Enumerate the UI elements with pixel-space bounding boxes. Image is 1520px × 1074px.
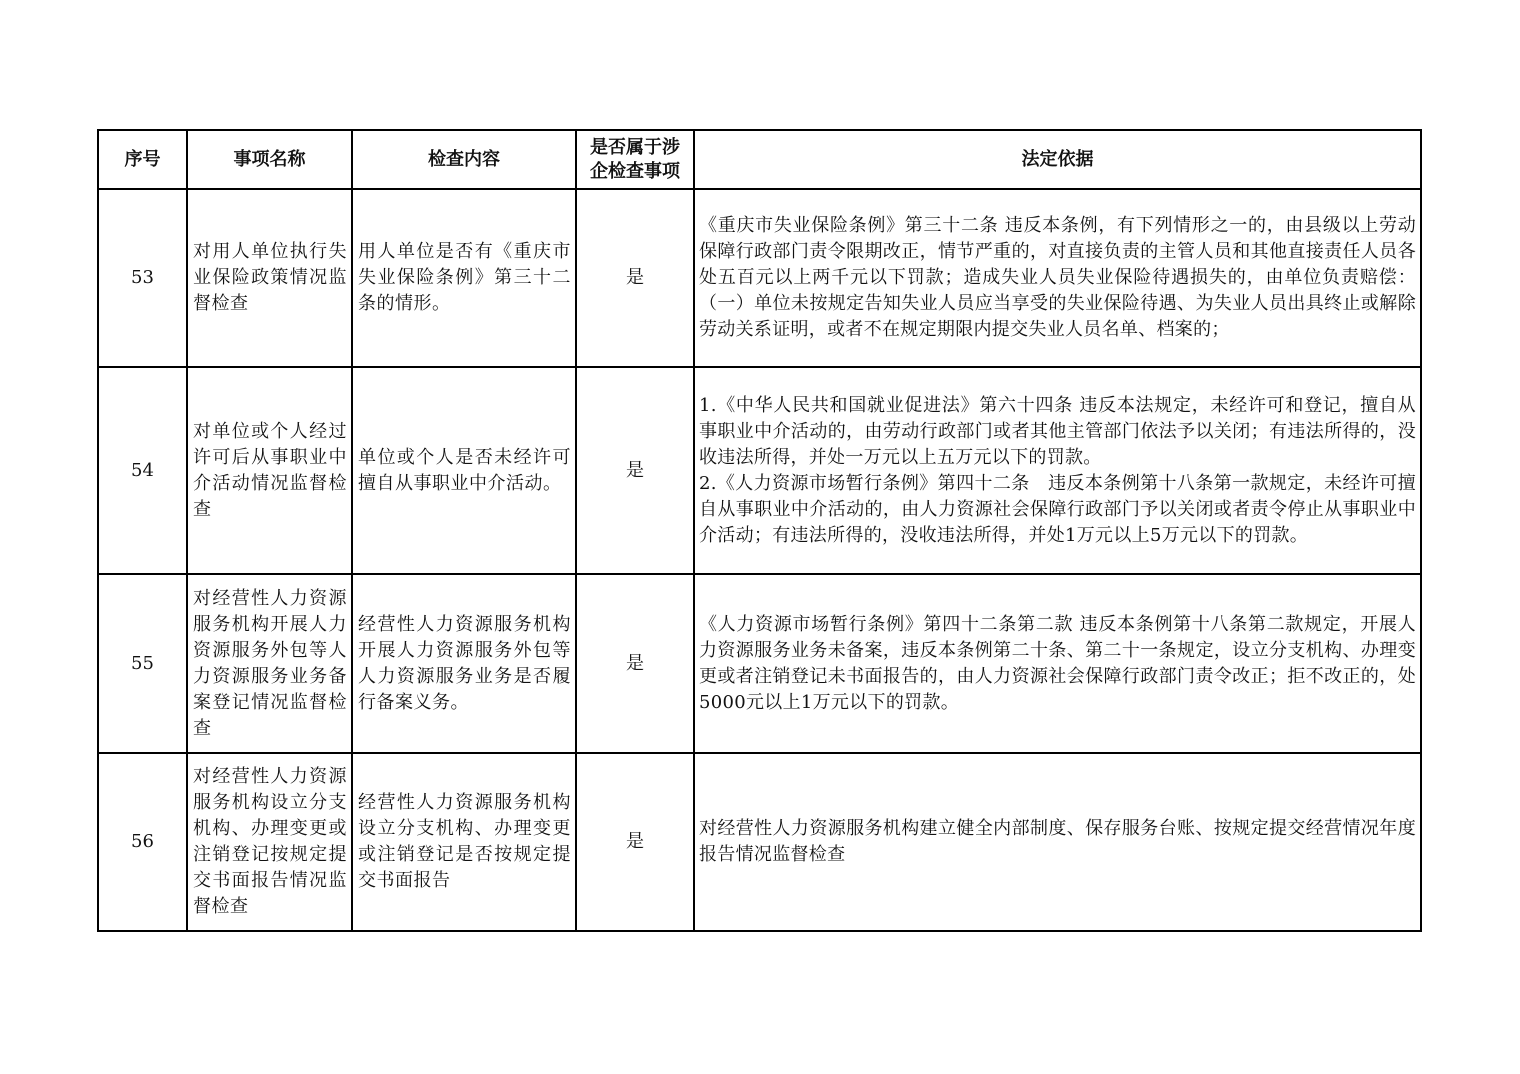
row-enterprise-related: 是 — [576, 189, 694, 367]
row-item-name: 对单位或个人经过许可后从事职业中介活动情况监督检查 — [187, 367, 352, 574]
row-item-name: 对经营性人力资源服务机构开展人力资源服务外包等人力资源服务业务备案登记情况监督检查 — [187, 574, 352, 753]
header-check-content: 检查内容 — [352, 130, 576, 189]
row-seq: 54 — [98, 367, 187, 574]
legal-basis-paragraph: 1.《中华人民共和国就业促进法》第六十四条 违反本法规定，未经许可和登记，擅自从事职业中介活动的，由劳动行政部门或者其他主管部门依法予以关闭；有违法所得的，没收违法所得，并处一万元以上五万元以下的罚款。 — [699, 394, 1416, 468]
header-item-name: 事项名称 — [187, 130, 352, 189]
legal-basis-paragraph: 对经营性人力资源服务机构建立健全内部制度、保存服务台账、按规定提交经营情况年度报告情况监督检查 — [699, 818, 1416, 865]
row-legal-basis — [694, 367, 1421, 574]
row-item-name — [187, 753, 352, 931]
row-enterprise-related: 是 — [576, 367, 694, 574]
row-legal-basis — [694, 753, 1421, 931]
row-seq: 53 — [98, 189, 187, 367]
row-enterprise-related: 是 — [576, 574, 694, 753]
row-check-content: 经营性人力资源服务机构设立分支机构、办理变更或注销登记是否按规定提交书面报告 — [352, 753, 576, 931]
row-seq: 56 — [98, 753, 187, 931]
row-legal-basis — [694, 574, 1421, 753]
table-row — [98, 189, 1421, 367]
legal-basis-paragraph: 《重庆市失业保险条例》第三十二条 违反本条例，有下列情形之一的，由县级以上劳动保障行政部门责令限期改正，情节严重的，对直接负责的主管人员和其他直接责任人员各处五百元以上两千元以下罚款；造成失业人员失业保险待遇损失的，由单位负责赔偿：（一）单位未按规定告知失业人员应当享受的失业保险待遇、为失业人员出具终止或解除劳动关系证明，或者不在规定期限内提交失业人员名单、档案的； — [699, 215, 1416, 340]
row-check-content: 用人单位是否有《重庆市失业保险条例》第三十二条的情形。 — [352, 189, 576, 367]
row-check-content: 经营性人力资源服务机构开展人力资源服务外包等人力资源服务业务是否履行备案义务。 — [352, 574, 576, 753]
table-row — [98, 574, 1421, 753]
table-row — [98, 753, 1421, 931]
header-seq: 序号 — [98, 130, 187, 189]
table-header-row — [98, 130, 1421, 189]
row-item-name-text: 对经营性人力资源服务机构设立分支机构、办理变更或注销登记按规定提交书面报告情况监督检查 — [193, 766, 347, 917]
inspection-items-table — [97, 129, 1422, 932]
header-legal-basis: 法定依据 — [694, 130, 1421, 189]
row-check-content: 单位或个人是否未经许可擅自从事职业中介活动。 — [352, 367, 576, 574]
row-item-name: 对用人单位执行失业保险政策情况监督检查 — [187, 189, 352, 367]
table-row — [98, 367, 1421, 574]
row-enterprise-related: 是 — [576, 753, 694, 931]
header-enterprise-related: 是否属于涉企检查事项 — [576, 130, 694, 189]
legal-basis-paragraph: 2.《人力资源市场暂行条例》第四十二条 违反本条例第十八条第一款规定，未经许可擅自从事职业中介活动的，由人力资源社会保障行政部门予以关闭或者责令停止从事职业中介活动；有违法所得的，没收违法所得，并处1万元以上5万元以下的罚款。 — [699, 472, 1416, 546]
row-legal-basis — [694, 189, 1421, 367]
legal-basis-paragraph: 《人力资源市场暂行条例》第四十二条第二款 违反本条例第十八条第二款规定，开展人力资源服务业务未备案，违反本条例第二十条、第二十一条规定，设立分支机构、办理变更或者注销登记未书面报告的，由人力资源社会保障行政部门责令改正；拒不改正的，处5000元以上1万元以下的罚款。 — [699, 613, 1416, 713]
row-seq: 55 — [98, 574, 187, 753]
